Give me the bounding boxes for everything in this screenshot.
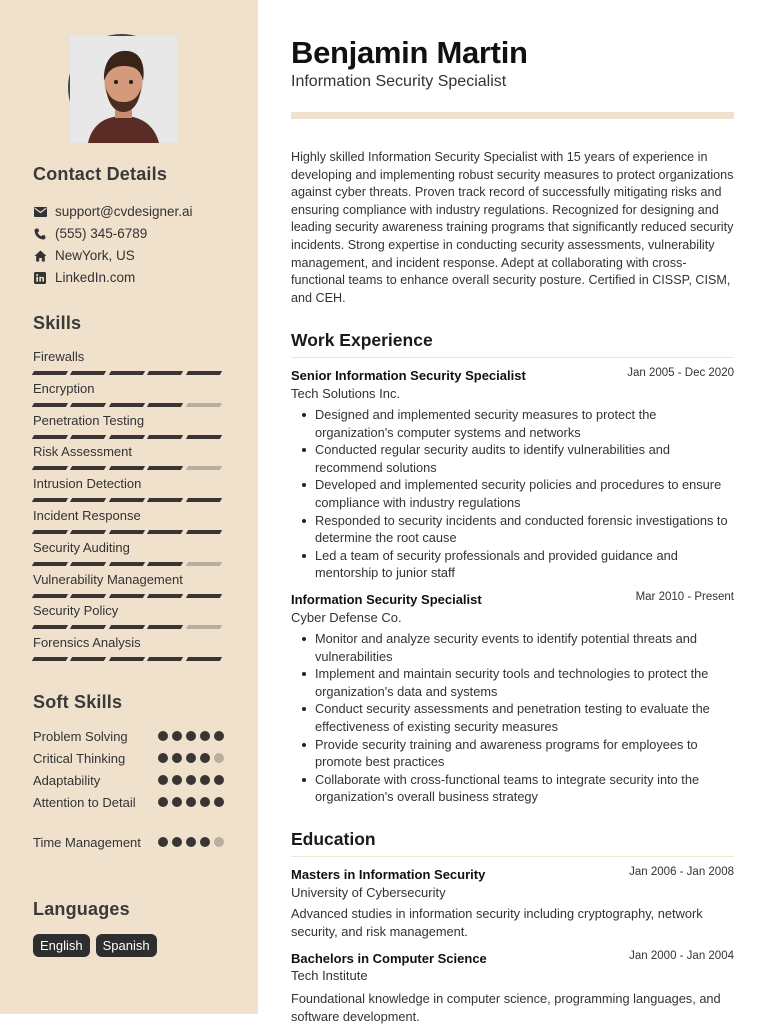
rating-dot	[214, 731, 224, 741]
soft-skill-item	[33, 728, 223, 746]
contact-email-text: support@cvdesigner.ai	[55, 204, 193, 219]
skill-level-segment	[70, 403, 107, 407]
rating-dot	[200, 775, 210, 785]
skill-level-segment	[109, 371, 146, 375]
rating-dot	[172, 837, 182, 847]
skill-level-segment	[32, 466, 69, 470]
contact-email[interactable]	[33, 204, 193, 219]
list-item: Implement and maintain security tools and technologies to protect the organization's data and systems	[291, 665, 734, 700]
rating-dot	[214, 837, 224, 847]
rating-dot	[186, 775, 196, 785]
rating-dot	[200, 797, 210, 807]
skill-level-segment	[147, 562, 184, 566]
rating-dot	[200, 731, 210, 741]
rating-dot	[214, 775, 224, 785]
skill-level-segment	[185, 466, 222, 470]
skill-item	[33, 540, 223, 566]
education-heading: Education	[291, 829, 734, 857]
skill-level-bar	[33, 403, 223, 407]
job-dates: Mar 2010 - Present	[635, 591, 734, 603]
skill-level-segment	[32, 403, 69, 407]
skill-level-segment	[32, 371, 69, 375]
skill-label: Vulnerability Management	[33, 572, 183, 587]
skill-level-bar	[33, 625, 223, 629]
skill-level-segment	[147, 625, 184, 629]
soft-skill-rating	[158, 837, 224, 847]
skill-level-segment	[185, 562, 222, 566]
skill-level-segment	[32, 625, 69, 629]
skill-level-segment	[147, 371, 184, 375]
contact-heading: Contact Details	[33, 164, 168, 184]
skill-level-segment	[185, 403, 222, 407]
contact-linkedin-text: LinkedIn.com	[55, 270, 136, 285]
soft-skills-heading: Soft Skills	[33, 692, 123, 712]
skill-level-segment	[147, 435, 184, 439]
skill-level-segment	[109, 562, 146, 566]
skill-item	[33, 635, 223, 661]
skill-level-segment	[70, 466, 107, 470]
skill-label: Security Policy	[33, 603, 119, 618]
soft-skill-label: Critical Thinking	[33, 751, 126, 766]
skill-level-segment	[109, 530, 146, 534]
skill-level-bar	[33, 562, 223, 566]
rating-dot	[158, 837, 168, 847]
skill-level-segment	[109, 594, 146, 598]
job-title: Senior Information Security Specialist	[291, 368, 526, 383]
soft-skill-label: Time Management	[33, 835, 141, 850]
skill-level-segment	[185, 657, 222, 661]
skill-item	[33, 476, 223, 502]
soft-skill-label: Adaptability	[33, 773, 101, 788]
language-badge: English	[33, 934, 90, 957]
job-company: Tech Solutions Inc.	[291, 386, 401, 401]
list-item: Responded to security incidents and conducted forensic investigations to determine the root cause	[291, 512, 734, 547]
skill-level-bar	[33, 371, 223, 375]
rating-dot	[186, 753, 196, 763]
sidebar	[0, 0, 258, 1014]
skill-level-bar	[33, 594, 223, 598]
skill-level-segment	[70, 657, 107, 661]
skill-level-segment	[32, 657, 69, 661]
skill-level-segment	[70, 530, 107, 534]
degree-title: Masters in Information Security	[291, 867, 486, 882]
skill-label: Firewalls	[33, 349, 85, 364]
soft-skill-label: Problem Solving	[33, 729, 128, 744]
skill-level-segment	[147, 594, 184, 598]
skill-level-segment	[109, 403, 146, 407]
skill-level-bar	[33, 530, 223, 534]
skill-level-segment	[185, 498, 222, 502]
skill-item	[33, 508, 223, 534]
list-item: Designed and implemented security measures to protect the organization's computer systems and networks	[291, 406, 734, 441]
contact-location	[33, 248, 135, 263]
contact-location-text: NewYork, US	[55, 248, 135, 263]
skill-level-segment	[70, 435, 107, 439]
skill-level-segment	[70, 594, 107, 598]
skill-level-segment	[32, 594, 69, 598]
skill-level-segment	[32, 498, 69, 502]
skill-level-segment	[32, 530, 69, 534]
soft-skill-item	[33, 750, 223, 768]
rating-dot	[200, 837, 210, 847]
contact-phone-text: (555) 345-6789	[55, 226, 148, 241]
skill-level-bar	[33, 657, 223, 661]
skill-label: Intrusion Detection	[33, 476, 142, 491]
languages-heading: Languages	[33, 899, 130, 919]
skill-level-segment	[70, 625, 107, 629]
profile-photo	[70, 36, 177, 143]
soft-skill-rating	[158, 797, 224, 807]
soft-skill-item	[33, 772, 223, 790]
skill-level-segment	[185, 530, 222, 534]
skill-level-bar	[33, 435, 223, 439]
soft-skill-rating	[158, 753, 224, 763]
skill-level-segment	[147, 403, 184, 407]
languages-list	[33, 934, 157, 957]
list-item: Conduct security assessments and penetration testing to evaluate the effectiveness of existing security measures	[291, 700, 734, 735]
rating-dot	[186, 731, 196, 741]
degree-dates: Jan 2000 - Jan 2004	[629, 950, 734, 962]
skill-level-segment	[109, 498, 146, 502]
degree-dates: Jan 2006 - Jan 2008	[629, 866, 734, 878]
skill-level-segment	[147, 530, 184, 534]
skill-level-segment	[185, 435, 222, 439]
skill-item	[33, 413, 223, 439]
skill-label: Security Auditing	[33, 540, 130, 555]
rating-dot	[214, 797, 224, 807]
avatar	[68, 34, 175, 141]
rating-dot	[158, 775, 168, 785]
language-badge: Spanish	[96, 934, 157, 957]
skill-label: Forensics Analysis	[33, 635, 141, 650]
phone-icon	[33, 227, 47, 241]
rating-dot	[158, 731, 168, 741]
list-item: Conducted regular security audits to identify vulnerabilities and recommend solutions	[291, 441, 734, 476]
skill-level-segment	[70, 498, 107, 502]
job-bullets	[291, 630, 734, 806]
skill-label: Encryption	[33, 381, 95, 396]
job-dates: Jan 2005 - Dec 2020	[627, 367, 734, 379]
skill-level-segment	[109, 625, 146, 629]
skill-level-segment	[185, 594, 222, 598]
skill-item	[33, 381, 223, 407]
skill-label: Incident Response	[33, 508, 141, 523]
job-title-header: Information Security Specialist	[291, 73, 507, 90]
contact-phone[interactable]	[33, 226, 147, 241]
soft-skill-rating	[158, 731, 224, 741]
skills-heading: Skills	[33, 313, 82, 333]
rating-dot	[172, 753, 182, 763]
skill-level-segment	[32, 435, 69, 439]
soft-skill-item	[33, 834, 223, 852]
linkedin-icon	[33, 271, 47, 285]
job-title: Information Security Specialist	[291, 592, 482, 607]
skill-level-bar	[33, 498, 223, 502]
rating-dot	[172, 731, 182, 741]
skill-level-segment	[32, 562, 69, 566]
full-name: Benjamin Martin	[291, 35, 528, 70]
skill-level-segment	[185, 371, 222, 375]
skill-level-segment	[70, 371, 107, 375]
skill-item	[33, 444, 223, 470]
skill-level-segment	[70, 562, 107, 566]
contact-linkedin[interactable]	[33, 270, 135, 285]
list-item: Led a team of security professionals and provided guidance and mentorship to junior staff	[291, 547, 734, 582]
rating-dot	[186, 797, 196, 807]
degree-description: Advanced studies in information security including cryptography, network security, and risk management.	[291, 906, 703, 939]
soft-skill-rating	[158, 775, 224, 785]
rating-dot	[186, 837, 196, 847]
job-company: Cyber Defense Co.	[291, 610, 402, 625]
skill-item	[33, 603, 223, 629]
accent-divider	[291, 112, 734, 119]
skill-level-segment	[185, 625, 222, 629]
skill-level-segment	[109, 435, 146, 439]
rating-dot	[158, 753, 168, 763]
list-item: Collaborate with cross-functional teams to integrate security into the organization's overall business strategy	[291, 771, 734, 806]
skill-level-bar	[33, 466, 223, 470]
skill-label: Penetration Testing	[33, 413, 145, 428]
skill-level-segment	[147, 466, 184, 470]
soft-skill-label: Attention to Detail	[33, 795, 136, 810]
skill-item	[33, 572, 223, 598]
skill-level-segment	[147, 498, 184, 502]
degree-title: Bachelors in Computer Science	[291, 951, 487, 966]
skill-level-segment	[109, 466, 146, 470]
rating-dot	[172, 797, 182, 807]
skill-label: Risk Assessment	[33, 444, 132, 459]
soft-skill-item	[33, 794, 223, 812]
rating-dot	[214, 753, 224, 763]
home-icon	[33, 249, 47, 263]
school-name: University of Cybersecurity	[291, 885, 446, 900]
list-item: Provide security training and awareness programs for employees to promote best practices	[291, 736, 734, 771]
email-icon	[33, 205, 47, 219]
skill-item	[33, 349, 223, 375]
rating-dot	[200, 753, 210, 763]
skill-level-segment	[109, 657, 146, 661]
school-name: Tech Institute	[291, 968, 368, 983]
degree-description: Foundational knowledge in computer science, programming languages, and software development.	[291, 991, 721, 1024]
rating-dot	[158, 797, 168, 807]
list-item: Monitor and analyze security events to identify potential threats and vulnerabilities	[291, 630, 734, 665]
summary-paragraph: Highly skilled Information Security Specialist with 15 years of experience in developing and implementing robust security measures to protect organizations against cyber threats. Proven track record of successfully mitigating risks and ensuring compliance with industry regulations. Recognized for designing and leading security awareness training programs that significantly reduced security incidents. Strong expertise in conducting security assessments, vulnerability management, and incident response. Adept at collaborating with cross-functional teams to enhance overall security posture. Certified in CISSP, CISM, and CEH.	[291, 150, 734, 305]
skill-level-segment	[147, 657, 184, 661]
job-bullets	[291, 406, 734, 582]
work-heading: Work Experience	[291, 330, 734, 358]
list-item: Developed and implemented security policies and procedures to ensure compliance with industry regulations	[291, 476, 734, 511]
rating-dot	[172, 775, 182, 785]
